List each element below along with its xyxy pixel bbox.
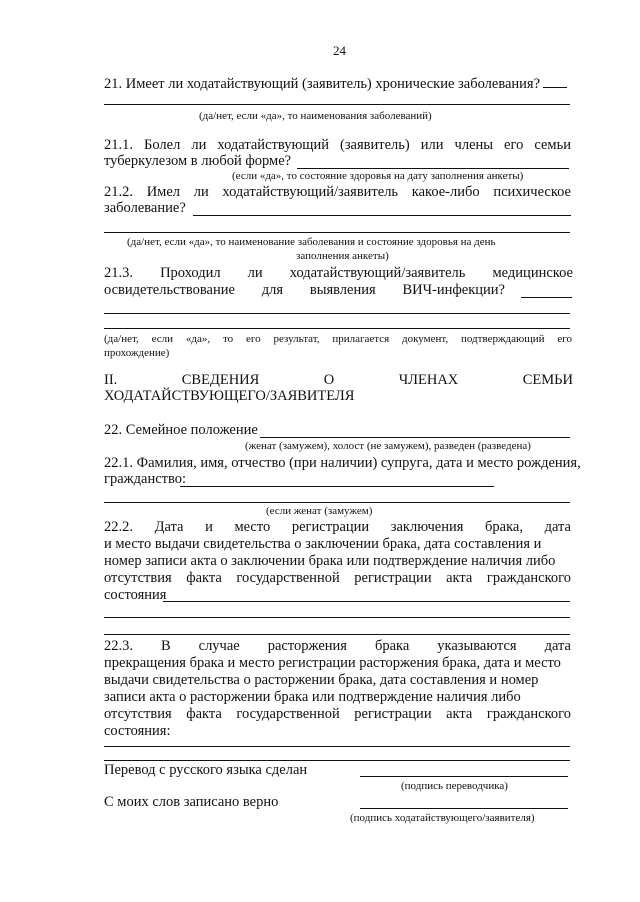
answer-line[interactable]: [543, 87, 567, 88]
question-22-1-line2: гражданство:: [104, 471, 187, 487]
question-22-3-line3: выдачи свидетельства о расторжении брака, дата составления и номер: [104, 672, 539, 688]
hint-21-2-line2: заполнения анкеты): [296, 250, 389, 262]
answer-line[interactable]: [297, 168, 569, 169]
question-21-3-line2: освидетельствование для выявления ВИЧ-инфекции?: [104, 282, 505, 298]
translator-signature-line[interactable]: [360, 776, 568, 777]
answer-line[interactable]: [104, 634, 570, 635]
answer-line[interactable]: [163, 601, 570, 602]
hint-21-2-line1: (да/нет, если «да», то наименование заболевания и состояние здоровья на день: [127, 236, 496, 248]
question-22-3-line2: прекращения брака и место регистрации расторжения брака, дата и место: [104, 655, 561, 671]
hint-21-3-line2: прохождение): [104, 347, 170, 359]
question-21-3-line1: 21.3. Проходил ли ходатайствующий/заявитель медицинское: [104, 265, 573, 281]
hint-21-1: (если «да», то состояние здоровья на дату заполнения анкеты): [232, 170, 524, 182]
answer-line[interactable]: [260, 437, 570, 438]
answer-line[interactable]: [193, 215, 571, 216]
question-22-3-line5: отсутствия факта государственной регистрации акта гражданского: [104, 706, 571, 722]
page-number: 24: [333, 43, 346, 58]
question-21-2-line1: 21.2. Имел ли ходатайствующий/заявитель какое-либо психическое: [104, 184, 571, 200]
question-22-2-line1: 22.2. Дата и место регистрации заключения брака, дата: [104, 519, 571, 535]
hint-21-3-line1: (да/нет, если «да», то его результат, прилагается документ, подтверждающий его: [104, 333, 572, 345]
answer-line[interactable]: [104, 104, 570, 105]
question-22-2-line3: номер записи акта о заключении брака или подтверждение наличия либо: [104, 553, 556, 569]
answer-line[interactable]: [104, 232, 570, 233]
translator-signature-caption: (подпись переводчика): [401, 780, 508, 792]
answer-line[interactable]: [180, 486, 494, 487]
answer-line[interactable]: [104, 328, 570, 329]
answer-line[interactable]: [104, 313, 570, 314]
answer-line[interactable]: [104, 502, 570, 503]
hint-22-1: (если женат (замужем): [266, 505, 373, 517]
hint-22: (женат (замужем), холост (не замужем), разведен (разведена): [245, 440, 531, 452]
hint-21: (да/нет, если «да», то наименования заболеваний): [199, 110, 432, 122]
answer-line[interactable]: [104, 617, 570, 618]
verification-note: С моих слов записано верно: [104, 794, 279, 810]
question-21-2-line2: заболевание?: [104, 200, 186, 216]
question-22-3-line1: 22.3. В случае расторжения брака указываются дата: [104, 638, 571, 654]
question-22-2-line4: отсутствия факта государственной регистрации акта гражданского: [104, 570, 571, 586]
answer-line[interactable]: [521, 297, 572, 298]
applicant-signature-caption: (подпись ходатайствующего/заявителя): [350, 812, 535, 824]
answer-line[interactable]: [104, 746, 570, 747]
question-22-2-line5: состояния: [104, 587, 167, 603]
section-2-heading-line2: ХОДАТАЙСТВУЮЩЕГО/ЗАЯВИТЕЛЯ: [104, 388, 355, 404]
question-22-1-line1: 22.1. Фамилия, имя, отчество (при наличии) супруга, дата и место рождения,: [104, 455, 581, 471]
question-22: 22. Семейное положение: [104, 422, 258, 438]
question-22-2-line2: и место выдачи свидетельства о заключении брака, дата составления и: [104, 536, 542, 552]
question-22-3-line4: записи акта о расторжении брака или подтверждение наличия либо: [104, 689, 521, 705]
applicant-signature-line[interactable]: [360, 808, 568, 809]
question-22-3-line6: состояния:: [104, 723, 171, 739]
section-2-heading-line1: II. СВЕДЕНИЯ О ЧЛЕНАХ СЕМЬИ: [104, 372, 573, 388]
question-21-1-line1: 21.1. Болел ли ходатайствующий (заявитель) или члены его семьи: [104, 137, 571, 153]
answer-line[interactable]: [104, 760, 570, 761]
question-21: 21. Имеет ли ходатайствующий (заявитель) хронические заболевания?: [104, 76, 567, 93]
question-21-1-line2: туберкулезом в любой форме?: [104, 153, 292, 169]
translation-note: Перевод с русского языка сделан: [104, 762, 308, 778]
